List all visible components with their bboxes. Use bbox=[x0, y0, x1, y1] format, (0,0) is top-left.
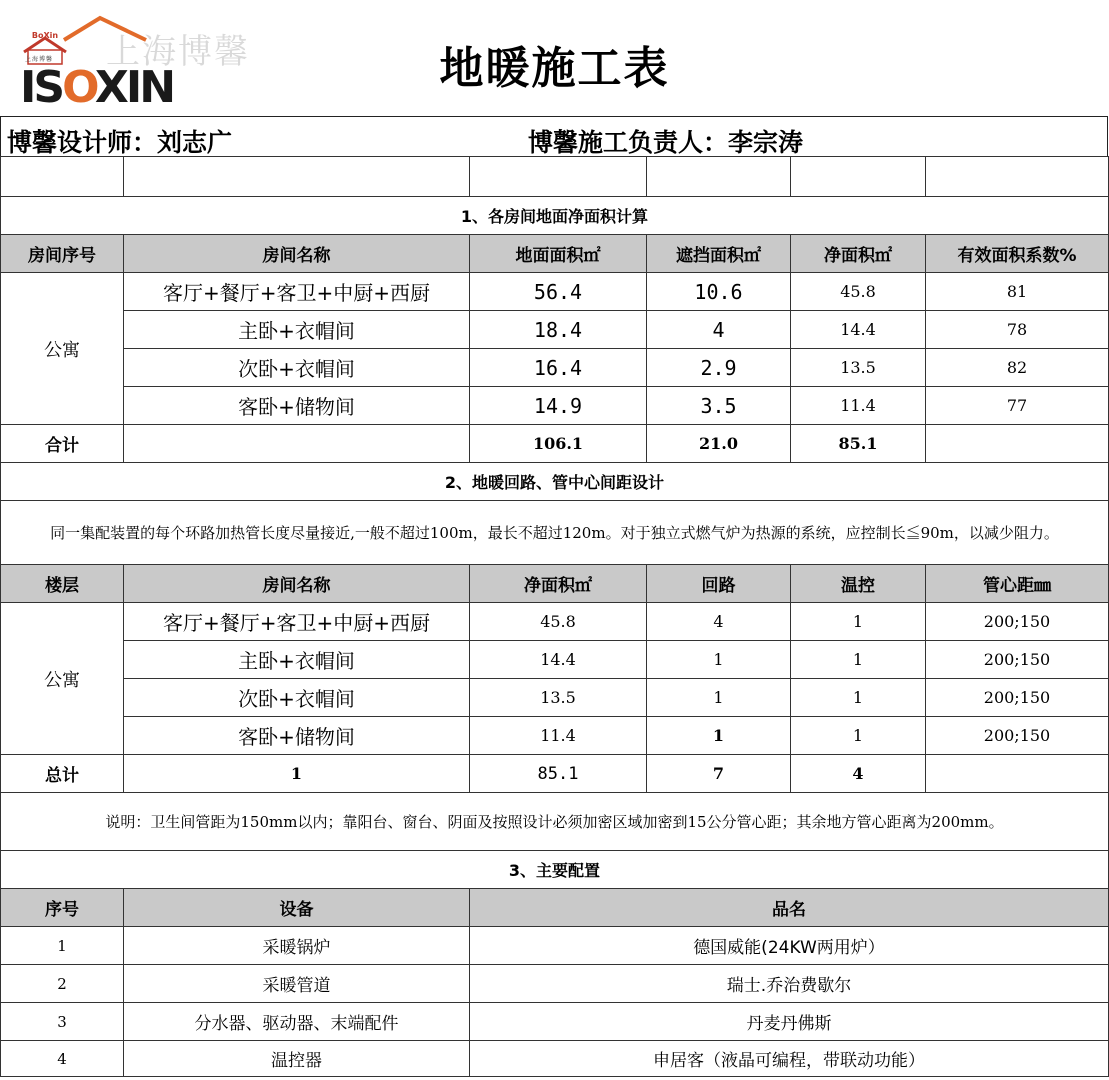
pipe-spacing-cell: 200;150 bbox=[926, 641, 1109, 679]
thermostat-cell: 1 bbox=[791, 679, 926, 717]
net-area-cell: 13.5 bbox=[791, 349, 926, 387]
section1-title-row bbox=[1, 197, 1109, 235]
column-header: 温控 bbox=[791, 565, 926, 603]
equipment-cell: 采暖管道 bbox=[124, 965, 470, 1003]
coefficient-cell: 78 bbox=[926, 311, 1109, 349]
section1-header-row bbox=[1, 235, 1109, 273]
document-title: 地暖施工表 bbox=[439, 43, 670, 94]
room-name-cell: 主卧+衣帽间 bbox=[124, 311, 470, 349]
product-cell: 瑞士.乔治费歇尔 bbox=[470, 965, 1109, 1003]
loops-cell: 1 bbox=[647, 641, 791, 679]
empty-cell bbox=[470, 157, 647, 197]
blocked-area-cell: 10.6 bbox=[647, 273, 791, 311]
section1-title: 1、各房间地面净面积计算 bbox=[1, 197, 1109, 235]
thermostat-cell: 1 bbox=[791, 603, 926, 641]
empty-cell bbox=[647, 157, 791, 197]
logo-watermark: 上海博馨 bbox=[106, 32, 250, 72]
pipe-spacing-cell: 200;150 bbox=[926, 717, 1109, 755]
section2-title-row bbox=[1, 463, 1109, 501]
net-area-cell: 45.8 bbox=[470, 603, 647, 641]
responsible-row bbox=[0, 116, 1108, 157]
total-label: 总计 bbox=[1, 755, 124, 793]
document-header bbox=[0, 0, 1109, 116]
logo-mark-text: BoXin bbox=[31, 31, 59, 40]
loops-cell: 1 bbox=[647, 717, 791, 755]
equipment-cell: 分水器、驱动器、末端配件 bbox=[124, 1003, 470, 1041]
table-row bbox=[1, 387, 1109, 425]
empty-cell bbox=[926, 755, 1109, 793]
empty-cell bbox=[926, 157, 1109, 197]
builder-label: 博馨施工负责人：李宗涛 bbox=[528, 128, 804, 157]
room-name-cell: 次卧+衣帽间 bbox=[124, 349, 470, 387]
table-row bbox=[1, 641, 1109, 679]
room-name-cell: 次卧+衣帽间 bbox=[124, 679, 470, 717]
floor-area-cell: 16.4 bbox=[470, 349, 647, 387]
coefficient-cell: 77 bbox=[926, 387, 1109, 425]
table-row bbox=[1, 603, 1109, 641]
blocked-area-cell: 4 bbox=[647, 311, 791, 349]
empty-cell bbox=[124, 157, 470, 197]
table-row bbox=[1, 1003, 1109, 1041]
total-loops: 7 bbox=[647, 755, 791, 793]
room-name-cell: 客厅+餐厅+客卫+中厨+西厨 bbox=[124, 273, 470, 311]
section3-title-row bbox=[1, 851, 1109, 889]
equipment-cell: 温控器 bbox=[124, 1041, 470, 1077]
table-row bbox=[1, 965, 1109, 1003]
section2-note-row bbox=[1, 793, 1109, 851]
total-net-area: 85.1 bbox=[791, 425, 926, 463]
group-cell: 公寓 bbox=[1, 273, 124, 425]
total-net-area: 85.1 bbox=[470, 755, 647, 793]
total-floor-area: 106.1 bbox=[470, 425, 647, 463]
empty-cell bbox=[124, 425, 470, 463]
loops-cell: 1 bbox=[647, 679, 791, 717]
seq-cell: 3 bbox=[1, 1003, 124, 1041]
section2-intro: 同一集配装置的每个环路加热管长度尽量接近,一般不超过100m，最长不超过120m。对于独立式燃气炉为热源的系统，应控制长≦90m，以减少阻力。 bbox=[1, 501, 1109, 565]
total-thermostats: 4 bbox=[791, 755, 926, 793]
group-cell: 公寓 bbox=[1, 603, 124, 755]
column-header: 房间名称 bbox=[124, 235, 470, 273]
floor-area-cell: 56.4 bbox=[470, 273, 647, 311]
blocked-area-cell: 2.9 bbox=[647, 349, 791, 387]
column-header: 房间序号 bbox=[1, 235, 124, 273]
table-row bbox=[1, 679, 1109, 717]
section2-note: 说明：卫生间管距为150mm以内；靠阳台、窗台、阴面及按照设计必须加密区域加密到15公分管心距；其余地方管心距离为200mm。 bbox=[1, 793, 1109, 851]
blocked-area-cell: 3.5 bbox=[647, 387, 791, 425]
logo-word-part-a: IS bbox=[20, 62, 63, 113]
table-row bbox=[1, 273, 1109, 311]
seq-cell: 4 bbox=[1, 1041, 124, 1077]
table-row bbox=[1, 1041, 1109, 1077]
loops-cell: 4 bbox=[647, 603, 791, 641]
column-header: 房间名称 bbox=[124, 565, 470, 603]
table-row bbox=[1, 349, 1109, 387]
floor-area-cell: 18.4 bbox=[470, 311, 647, 349]
room-name-cell: 客卧+储物间 bbox=[124, 387, 470, 425]
empty-cell bbox=[791, 157, 926, 197]
thermostat-cell: 1 bbox=[791, 641, 926, 679]
section3-header-row bbox=[1, 889, 1109, 927]
column-header: 设备 bbox=[124, 889, 470, 927]
column-header: 有效面积系数% bbox=[926, 235, 1109, 273]
section2-intro-row bbox=[1, 501, 1109, 565]
section2-title: 2、地暖回路、管中心间距设计 bbox=[1, 463, 1109, 501]
table-row bbox=[1, 717, 1109, 755]
product-cell: 申居客（液晶可编程，带联动功能） bbox=[470, 1041, 1109, 1077]
pipe-spacing-cell: 200;150 bbox=[926, 679, 1109, 717]
total-room-count: 1 bbox=[124, 755, 470, 793]
net-area-cell: 14.4 bbox=[470, 641, 647, 679]
spacer-row bbox=[1, 157, 1109, 197]
section3-title: 3、主要配置 bbox=[1, 851, 1109, 889]
column-header: 序号 bbox=[1, 889, 124, 927]
column-header: 遮挡面积㎡ bbox=[647, 235, 791, 273]
seq-cell: 2 bbox=[1, 965, 124, 1003]
net-area-cell: 11.4 bbox=[470, 717, 647, 755]
total-label: 合计 bbox=[1, 425, 124, 463]
heating-table bbox=[0, 156, 1109, 1077]
table-row bbox=[1, 927, 1109, 965]
net-area-cell: 14.4 bbox=[791, 311, 926, 349]
column-header: 地面面积㎡ bbox=[470, 235, 647, 273]
column-header: 净面积㎡ bbox=[470, 565, 647, 603]
equipment-cell: 采暖锅炉 bbox=[124, 927, 470, 965]
empty-cell bbox=[1, 157, 124, 197]
seq-cell: 1 bbox=[1, 927, 124, 965]
net-area-cell: 45.8 bbox=[791, 273, 926, 311]
table-row bbox=[1, 311, 1109, 349]
column-header: 品名 bbox=[470, 889, 1109, 927]
logo-mark-subtext: 上海博馨 bbox=[25, 56, 54, 63]
section2-total-row bbox=[1, 755, 1109, 793]
section2-header-row bbox=[1, 565, 1109, 603]
empty-cell bbox=[926, 425, 1109, 463]
coefficient-cell: 81 bbox=[926, 273, 1109, 311]
total-blocked-area: 21.0 bbox=[647, 425, 791, 463]
coefficient-cell: 82 bbox=[926, 349, 1109, 387]
product-cell: 丹麦丹佛斯 bbox=[470, 1003, 1109, 1041]
column-header: 回路 bbox=[647, 565, 791, 603]
logo-word-part-b: XIN bbox=[94, 62, 174, 113]
column-header: 净面积㎡ bbox=[791, 235, 926, 273]
room-name-cell: 主卧+衣帽间 bbox=[124, 641, 470, 679]
column-header: 楼层 bbox=[1, 565, 124, 603]
floor-area-cell: 14.9 bbox=[470, 387, 647, 425]
section1-total-row bbox=[1, 425, 1109, 463]
column-header: 管心距㎜ bbox=[926, 565, 1109, 603]
pipe-spacing-cell: 200;150 bbox=[926, 603, 1109, 641]
net-area-cell: 11.4 bbox=[791, 387, 926, 425]
product-cell: 德国威能(24KW两用炉） bbox=[470, 927, 1109, 965]
thermostat-cell: 1 bbox=[791, 717, 926, 755]
logo-word-part-o: O bbox=[62, 62, 95, 113]
net-area-cell: 13.5 bbox=[470, 679, 647, 717]
room-name-cell: 客厅+餐厅+客卫+中厨+西厨 bbox=[124, 603, 470, 641]
room-name-cell: 客卧+储物间 bbox=[124, 717, 470, 755]
designer-label: 博馨设计师：刘志广 bbox=[7, 128, 233, 157]
